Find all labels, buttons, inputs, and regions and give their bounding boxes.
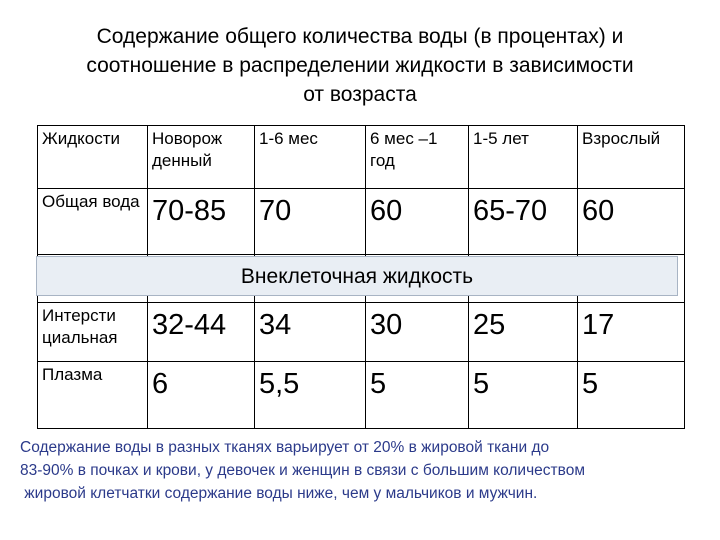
header-cell: 6 мес –1 год xyxy=(366,126,469,189)
table-row xyxy=(38,303,685,362)
footnote xyxy=(20,436,710,505)
table-cell: 5 xyxy=(469,362,578,429)
table-cell: 34 xyxy=(255,303,366,362)
row-label: Интерсти циальная xyxy=(38,303,148,362)
footnote-line-2: 83-90% в почках и крови, у девочек и женщин в связи с большим количеством xyxy=(20,462,585,479)
table-cell: 32-44 xyxy=(148,303,255,362)
row-label: Общая вода xyxy=(38,189,148,255)
table-cell: 65-70 xyxy=(469,189,578,255)
footnote-line-1: Содержание воды в разных тканях варьирует от 20% в жировой ткани до xyxy=(20,439,550,456)
title-line-1: Содержание общего количества воды (в процентах) и xyxy=(96,25,624,48)
header-cell: 1-6 мес xyxy=(255,126,366,189)
table-cell: 30 xyxy=(366,303,469,362)
row-label: Плазма xyxy=(38,362,148,429)
table-cell: 5 xyxy=(366,362,469,429)
table-cell: 5,5 xyxy=(255,362,366,429)
table-cell: 70 xyxy=(255,189,366,255)
table-cell: 70-85 xyxy=(148,189,255,255)
table-cell: 5 xyxy=(578,362,685,429)
footnote-line-3: жировой клетчатки содержание воды ниже, чем у мальчиков и мужчин. xyxy=(20,485,538,502)
title-line-3: от возраста xyxy=(303,83,417,106)
table-cell: 60 xyxy=(578,189,685,255)
title-line-2: соотношение в распределении жидкости в зависимости xyxy=(86,54,634,77)
extracellular-fluid-banner: Внеклеточная жидкость xyxy=(36,256,678,296)
table-cell: 25 xyxy=(469,303,578,362)
table-row xyxy=(38,362,685,429)
header-cell: Жидкости xyxy=(38,126,148,189)
header-cell: 1-5 лет xyxy=(469,126,578,189)
table-row xyxy=(38,189,685,255)
table-cell: 60 xyxy=(366,189,469,255)
header-cell: Новорож денный xyxy=(148,126,255,189)
slide-title xyxy=(20,22,700,109)
table-cell: 17 xyxy=(578,303,685,362)
header-cell: Взрослый xyxy=(578,126,685,189)
table-cell: 6 xyxy=(148,362,255,429)
table-header-row xyxy=(38,126,685,189)
